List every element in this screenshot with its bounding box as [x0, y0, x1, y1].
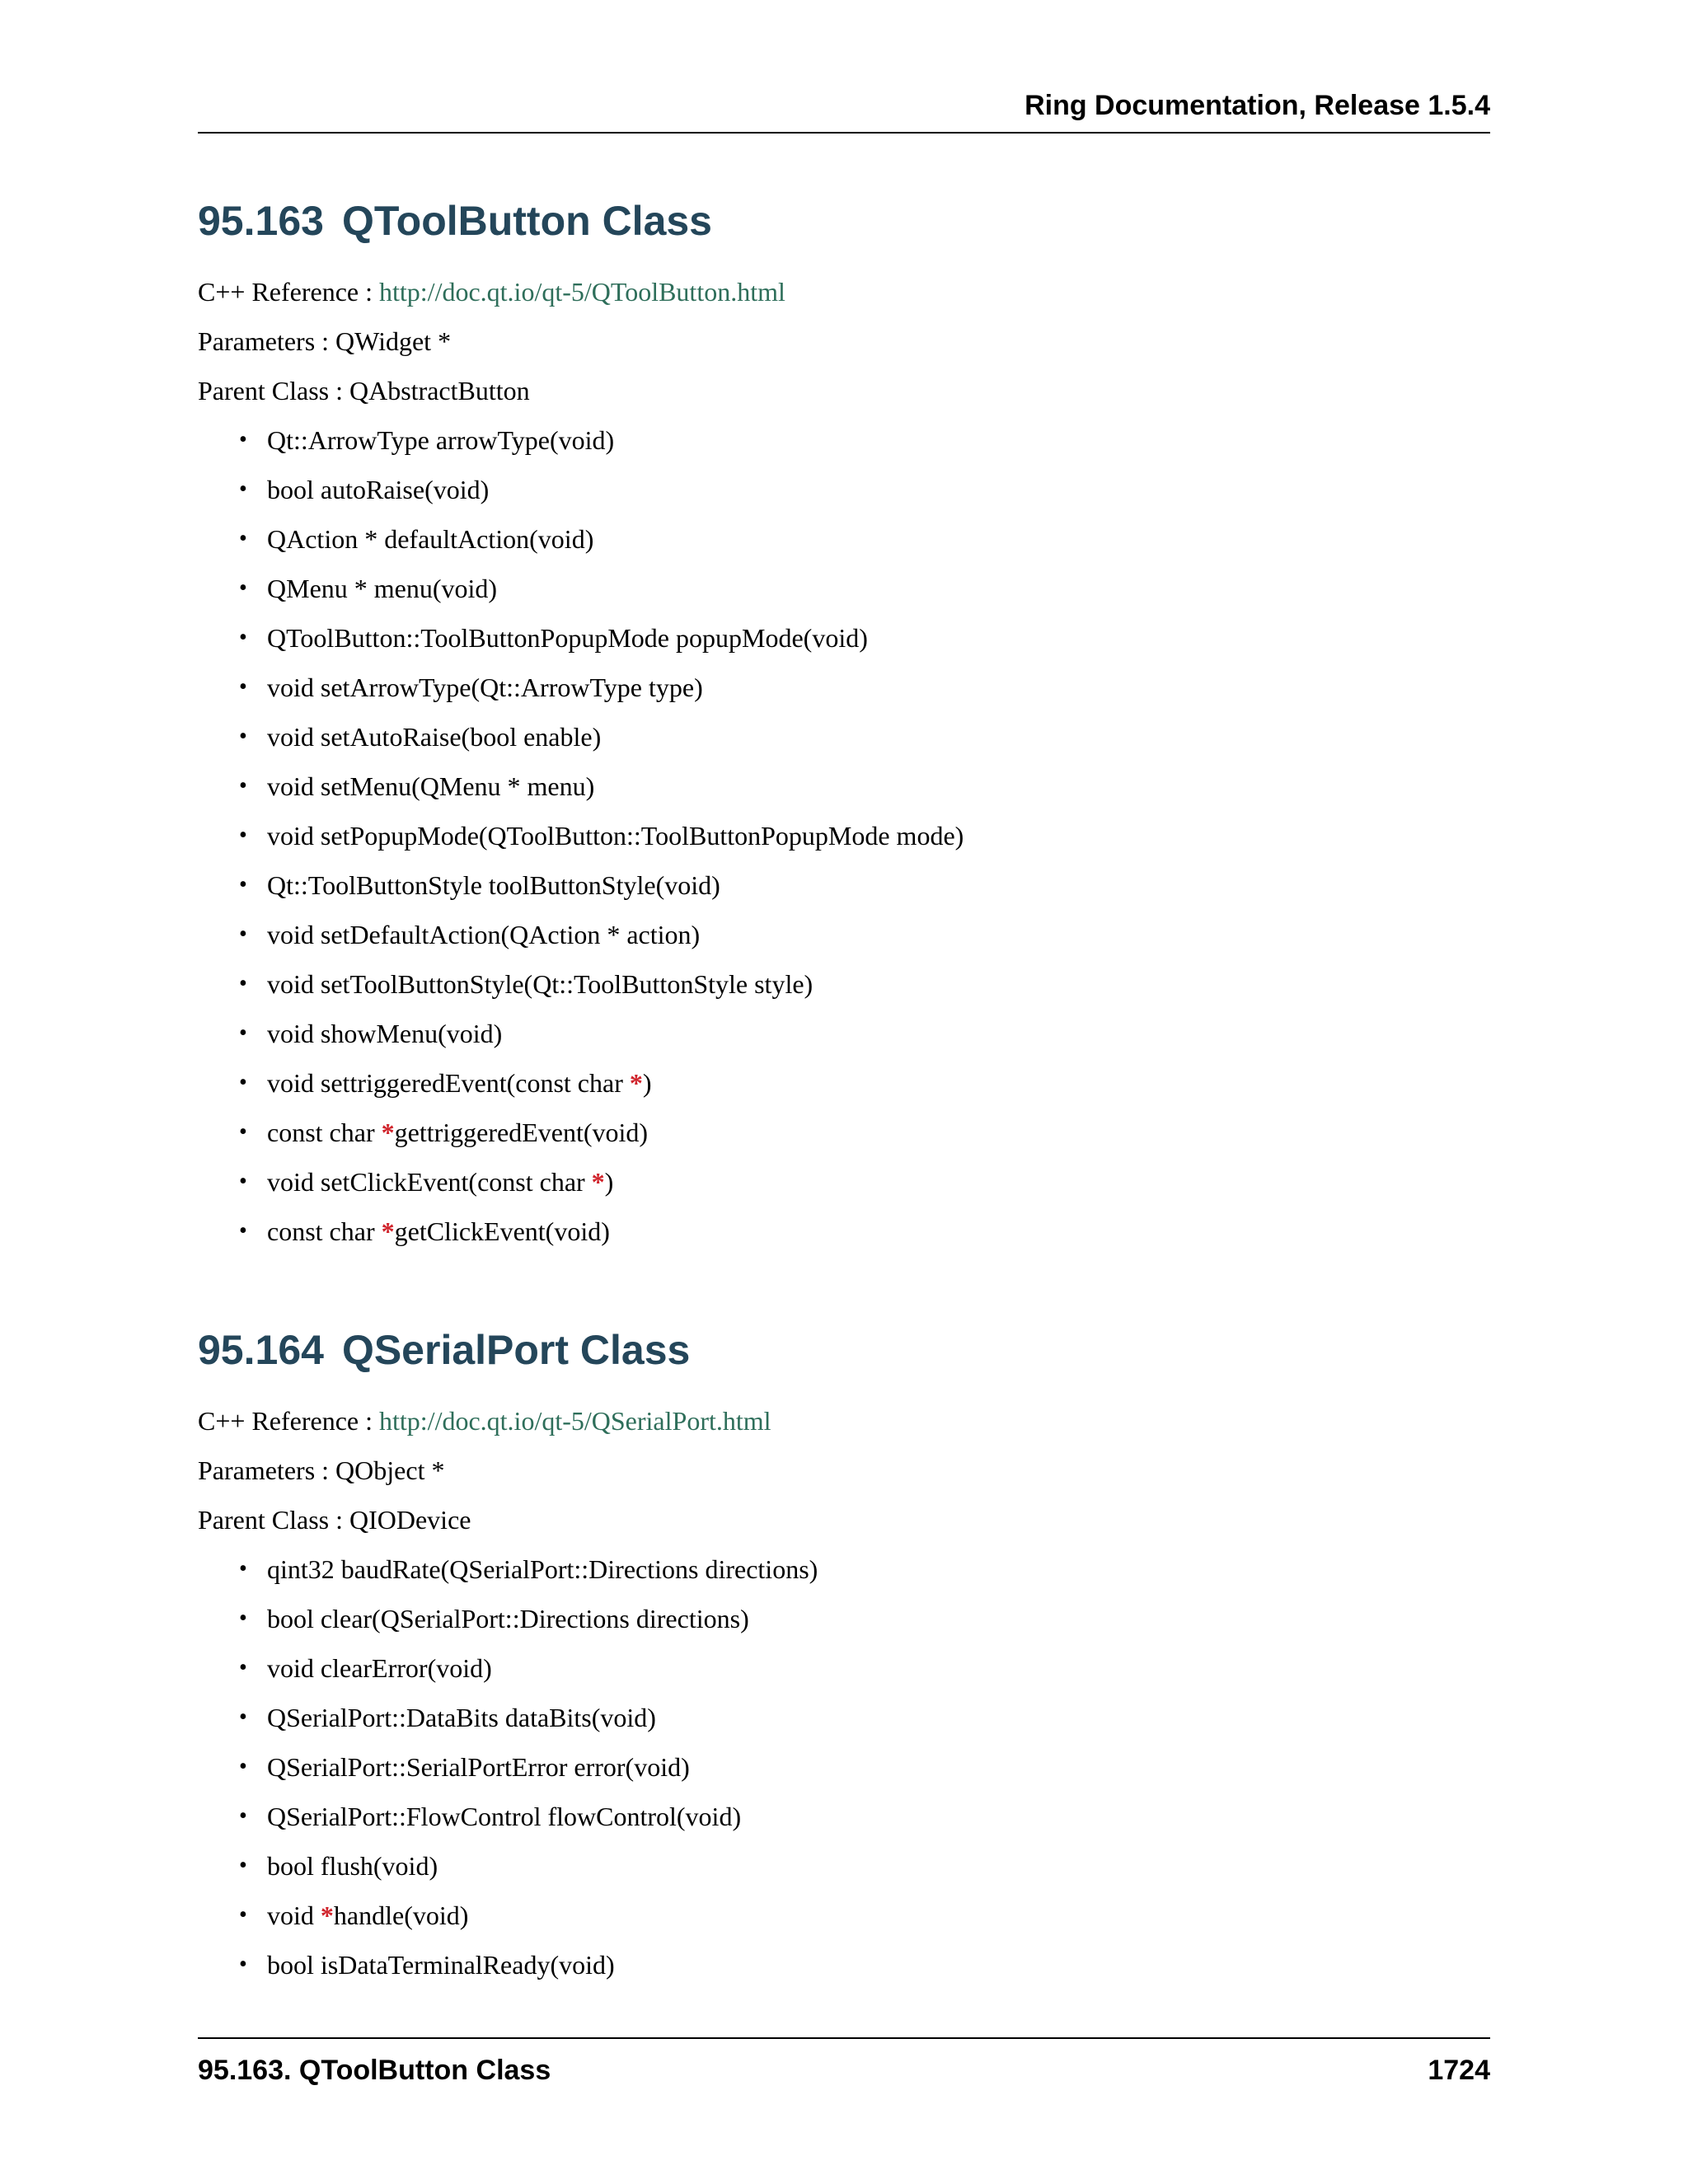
- method-item: [198, 613, 1490, 663]
- method-text-tail: handle(void): [333, 1900, 469, 1930]
- section-qserialport: [198, 1317, 1490, 1990]
- page-footer: [198, 2037, 1490, 2088]
- cpp-reference-label: C++ Reference :: [198, 277, 379, 307]
- bullet-icon: •: [239, 823, 247, 848]
- bullet-icon: •: [239, 921, 247, 947]
- bullet-icon: •: [239, 1803, 247, 1829]
- bullet-icon: •: [239, 1169, 247, 1194]
- method-text: bool flush(void): [267, 1851, 438, 1881]
- method-item: [198, 1009, 1490, 1058]
- parameters: Parameters : QWidget *: [198, 326, 452, 356]
- method-item: [198, 1108, 1490, 1157]
- cpp-reference: [198, 267, 1490, 316]
- method-text-tail: ): [604, 1167, 614, 1197]
- method-item: [198, 1157, 1490, 1207]
- bullet-icon: •: [239, 427, 247, 452]
- method-text-tail: gettriggeredEvent(void): [394, 1118, 649, 1147]
- bullet-icon: •: [239, 773, 247, 799]
- method-text: Qt::ArrowType arrowType(void): [267, 425, 615, 455]
- method-item: [198, 811, 1490, 860]
- method-text: void showMenu(void): [267, 1019, 503, 1048]
- method-item: [198, 564, 1490, 613]
- bullet-icon: •: [239, 1119, 247, 1145]
- method-text: QSerialPort::SerialPortError error(void): [267, 1752, 690, 1782]
- method-item: [198, 1841, 1490, 1891]
- method-list: [198, 1544, 1490, 1990]
- bullet-icon: •: [239, 1655, 247, 1680]
- method-item: [198, 1742, 1490, 1792]
- bullet-icon: •: [239, 1902, 247, 1928]
- section-qtoolbutton: [198, 188, 1490, 1256]
- method-item: [198, 514, 1490, 564]
- bullet-icon: •: [239, 724, 247, 749]
- method-item: [198, 415, 1490, 465]
- method-text: void clearError(void): [267, 1653, 492, 1683]
- bullet-icon: •: [239, 1704, 247, 1730]
- cpp-reference-link[interactable]: http://doc.qt.io/qt-5/QSerialPort.html: [379, 1406, 771, 1436]
- method-item: [198, 1643, 1490, 1693]
- document-title: Ring Documentation, Release 1.5.4: [1025, 90, 1490, 121]
- bullet-icon: •: [239, 526, 247, 551]
- method-text: void setToolButtonStyle(Qt::ToolButtonStyle style): [267, 969, 814, 999]
- method-item: [198, 910, 1490, 959]
- method-item: [198, 1207, 1490, 1256]
- bullet-icon: •: [239, 971, 247, 996]
- asterisk-icon: *: [381, 1118, 395, 1147]
- bullet-icon: •: [239, 1853, 247, 1878]
- page-header: [198, 89, 1490, 134]
- section-title: QSerialPort Class: [341, 1327, 691, 1373]
- bullet-icon: •: [239, 575, 247, 601]
- method-text: void setAutoRaise(bool enable): [267, 722, 602, 752]
- bullet-icon: •: [239, 476, 247, 502]
- method-item: [198, 1544, 1490, 1594]
- method-text: qint32 baudRate(QSerialPort::Directions directions): [267, 1554, 818, 1584]
- method-item: [198, 1594, 1490, 1643]
- bullet-icon: •: [239, 1952, 247, 1977]
- method-text: bool clear(QSerialPort::Directions directions): [267, 1604, 749, 1633]
- method-text-tail: ): [642, 1068, 652, 1098]
- footer-section-title: 95.163. QToolButton Class: [198, 2055, 551, 2086]
- method-item: [198, 860, 1490, 910]
- asterisk-icon: *: [320, 1900, 334, 1930]
- method-text-tail: getClickEvent(void): [394, 1216, 610, 1246]
- page-number: 1724: [1428, 2055, 1490, 2086]
- bullet-icon: •: [239, 872, 247, 898]
- parent-class: Parent Class : QAbstractButton: [198, 376, 530, 405]
- bullet-icon: •: [239, 1070, 247, 1095]
- method-text: bool autoRaise(void): [267, 475, 490, 504]
- asterisk-icon: *: [381, 1216, 395, 1246]
- method-item: [198, 1058, 1490, 1108]
- bullet-icon: •: [239, 1754, 247, 1779]
- method-list: [198, 415, 1490, 1256]
- section-number: 95.163: [198, 198, 324, 244]
- bullet-icon: •: [239, 625, 247, 650]
- section-heading: [198, 1317, 1490, 1383]
- method-text: Qt::ToolButtonStyle toolButtonStyle(void): [267, 870, 720, 900]
- method-text: void setArrowType(Qt::ArrowType type): [267, 673, 703, 702]
- method-text: QAction * defaultAction(void): [267, 524, 594, 554]
- method-text: QMenu * menu(void): [267, 574, 498, 603]
- method-item: [198, 1891, 1490, 1940]
- method-item: [198, 959, 1490, 1009]
- method-item: [198, 1693, 1490, 1742]
- method-text: bool isDataTerminalReady(void): [267, 1950, 615, 1980]
- method-item: [198, 712, 1490, 762]
- method-item: [198, 762, 1490, 811]
- parameters: Parameters : QObject *: [198, 1455, 445, 1485]
- section-number: 95.164: [198, 1327, 324, 1373]
- section-heading: [198, 188, 1490, 254]
- method-text: void: [267, 1900, 321, 1930]
- bullet-icon: •: [239, 1218, 247, 1244]
- method-text: void setMenu(QMenu * menu): [267, 771, 595, 801]
- method-text: const char: [267, 1118, 382, 1147]
- cpp-reference-label: C++ Reference :: [198, 1406, 379, 1436]
- method-item: [198, 465, 1490, 514]
- method-item: [198, 663, 1490, 712]
- method-text: const char: [267, 1216, 382, 1246]
- method-text: void settriggeredEvent(const char: [267, 1068, 630, 1098]
- bullet-icon: •: [239, 1556, 247, 1582]
- bullet-icon: •: [239, 674, 247, 700]
- method-item: [198, 1940, 1490, 1990]
- asterisk-icon: *: [591, 1167, 605, 1197]
- method-text: QToolButton::ToolButtonPopupMode popupMode(void): [267, 623, 868, 653]
- parent-class: Parent Class : QIODevice: [198, 1505, 471, 1535]
- bullet-icon: •: [239, 1605, 247, 1631]
- method-text: void setPopupMode(QToolButton::ToolButtonPopupMode mode): [267, 821, 964, 851]
- method-item: [198, 1792, 1490, 1841]
- bullet-icon: •: [239, 1020, 247, 1046]
- method-text: QSerialPort::FlowControl flowControl(void): [267, 1802, 742, 1831]
- section-title: QToolButton Class: [341, 198, 712, 244]
- method-text: void setDefaultAction(QAction * action): [267, 920, 701, 949]
- method-text: void setClickEvent(const char: [267, 1167, 592, 1197]
- asterisk-icon: *: [629, 1068, 643, 1098]
- cpp-reference-link[interactable]: http://doc.qt.io/qt-5/QToolButton.html: [379, 277, 785, 307]
- cpp-reference: [198, 1396, 1490, 1446]
- method-text: QSerialPort::DataBits dataBits(void): [267, 1703, 656, 1732]
